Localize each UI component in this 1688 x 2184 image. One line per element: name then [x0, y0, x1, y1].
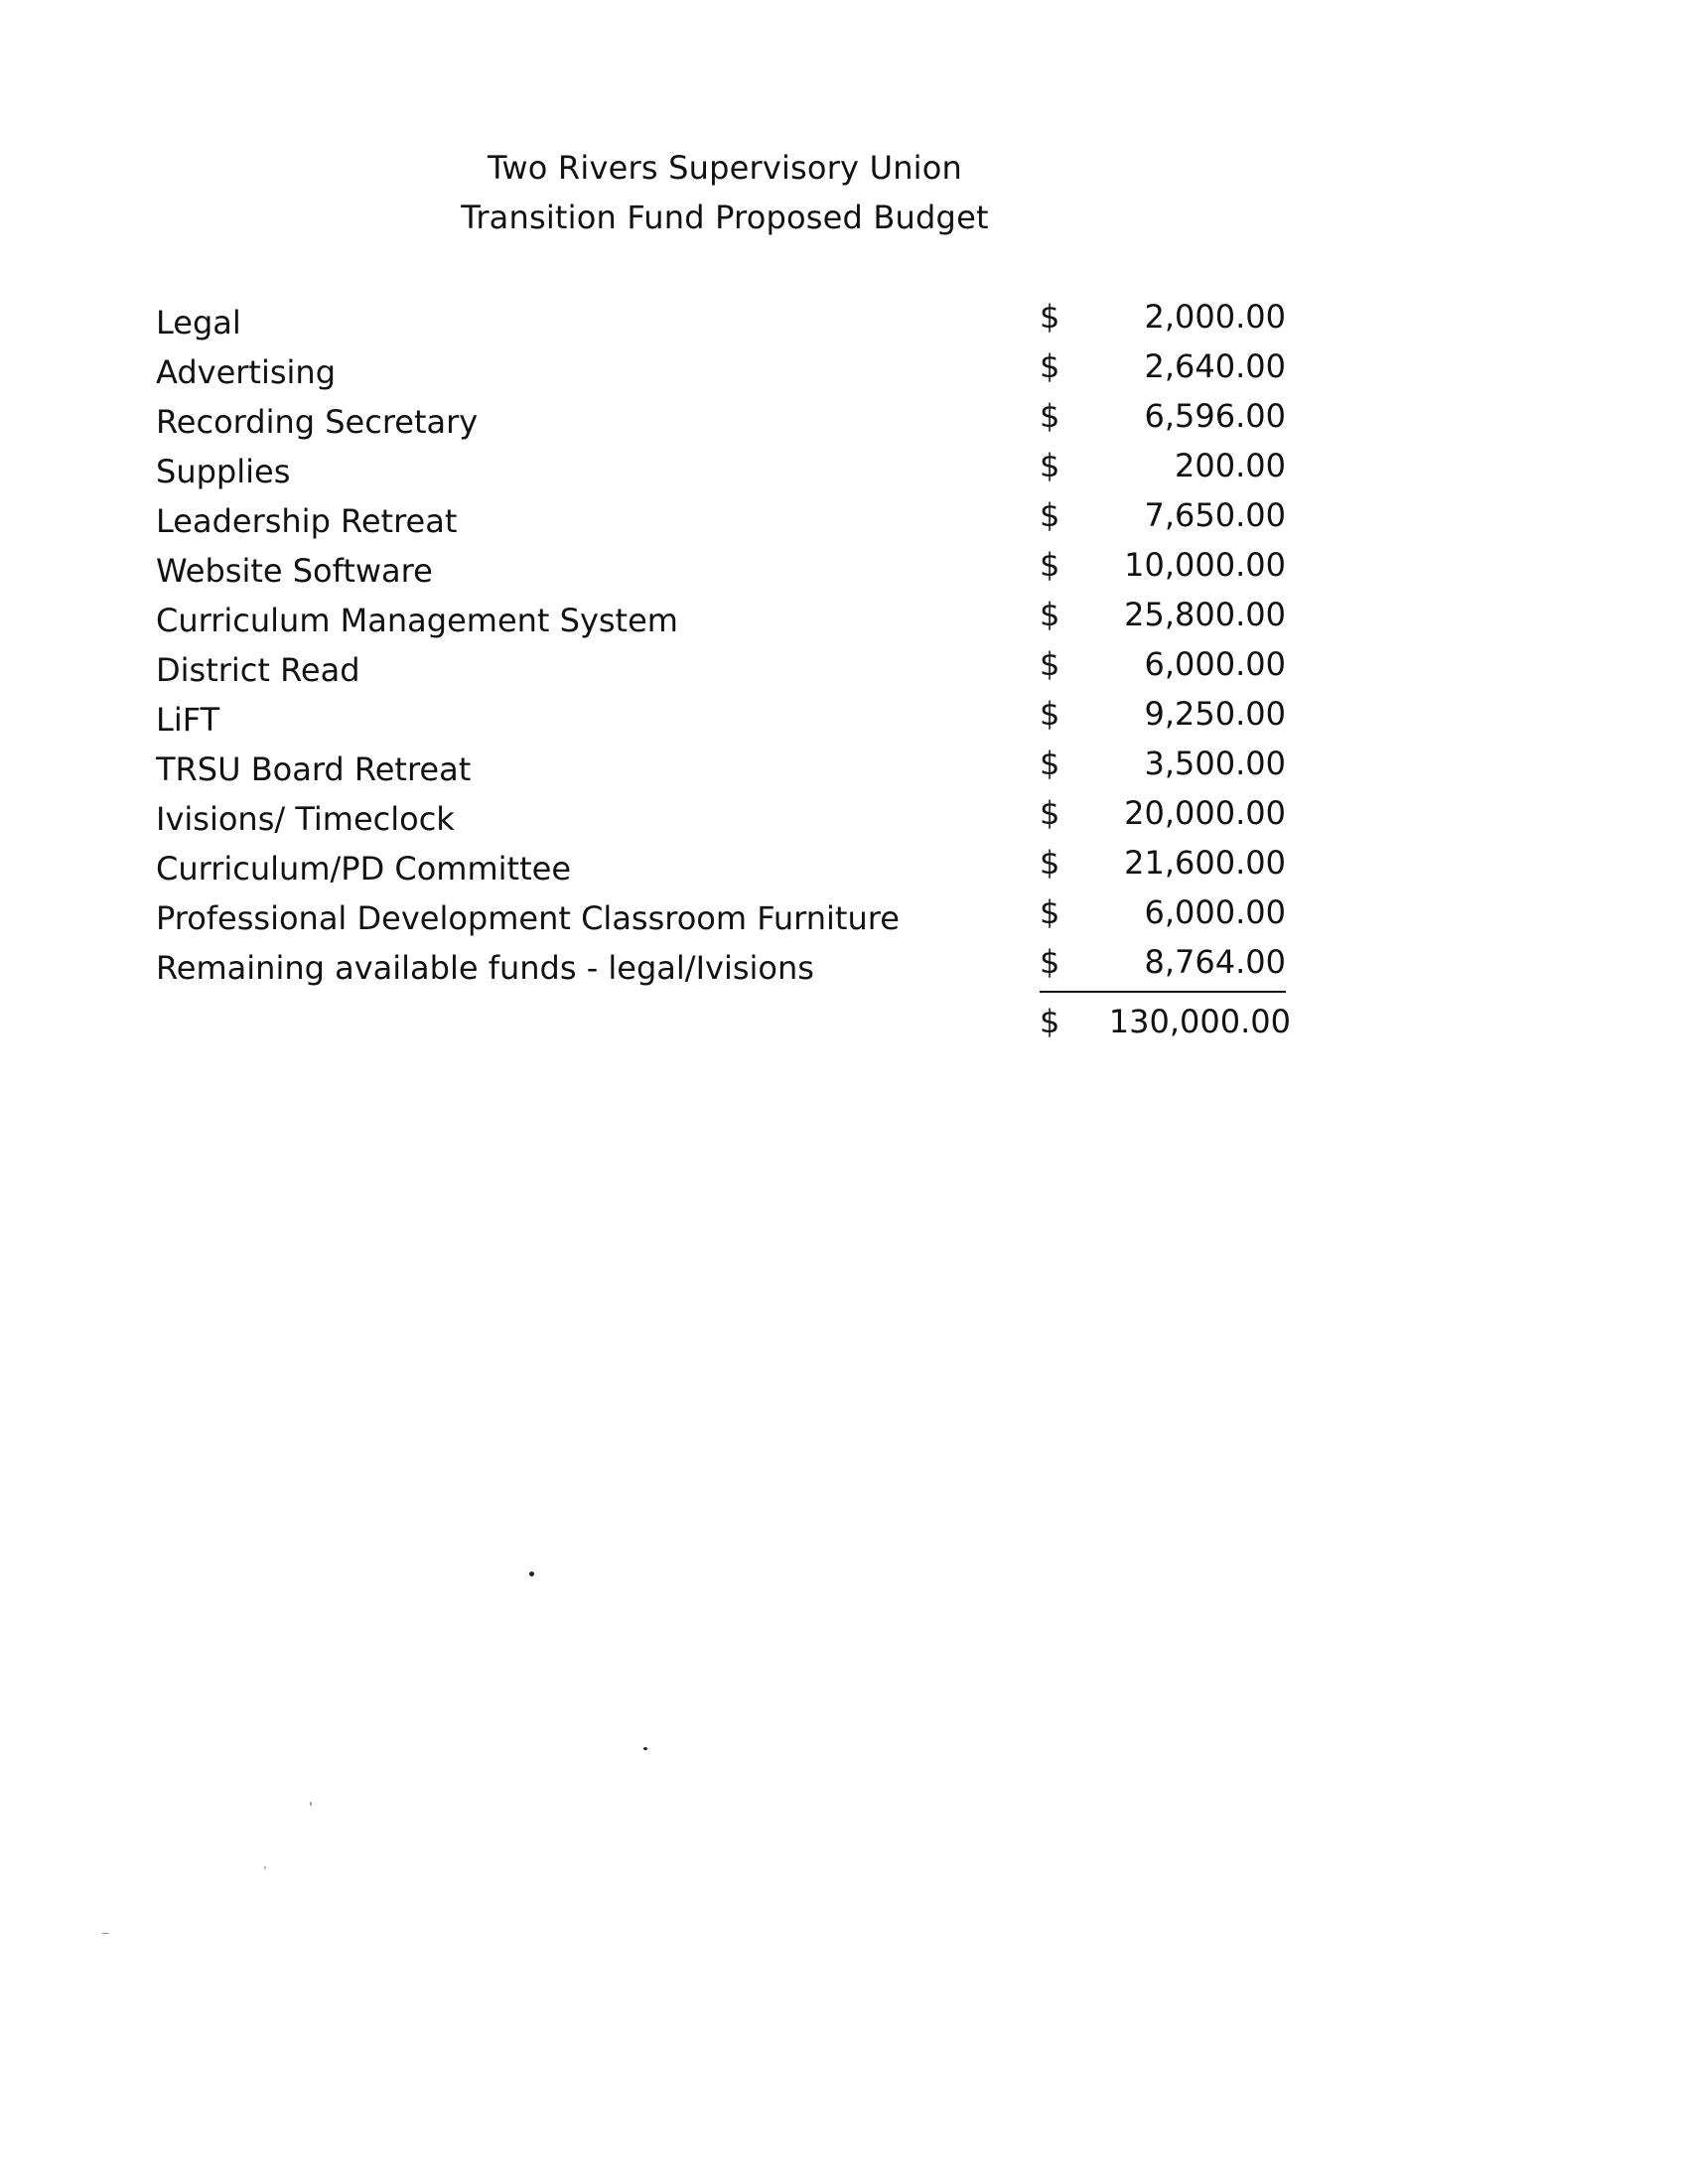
budget-item-amount: 6,000.00	[1144, 645, 1286, 683]
currency-symbol: $	[1040, 397, 1060, 435]
budget-row	[156, 943, 1298, 993]
currency-symbol: $	[1040, 943, 1060, 981]
currency-symbol: $	[1040, 1003, 1060, 1040]
budget-item-amount: 20,000.00	[1124, 794, 1286, 832]
budget-row	[156, 794, 1298, 844]
budget-row	[156, 298, 1298, 347]
budget-item-label: Professional Development Classroom Furniture	[156, 899, 900, 937]
currency-symbol: $	[1040, 496, 1060, 534]
budget-row	[156, 447, 1298, 496]
budget-row	[156, 496, 1298, 546]
budget-row	[156, 347, 1298, 397]
scan-speck	[101, 1933, 109, 1934]
currency-symbol: $	[1040, 298, 1060, 336]
document-title: Two Rivers Supervisory Union	[487, 149, 963, 187]
budget-item-amount: 6,596.00	[1144, 397, 1286, 435]
budget-item-amount: 200.00	[1175, 447, 1286, 484]
budget-item-amount: 10,000.00	[1124, 546, 1286, 584]
currency-symbol: $	[1040, 596, 1060, 633]
currency-symbol: $	[1040, 645, 1060, 683]
currency-symbol: $	[1040, 893, 1060, 931]
budget-item-label: Supplies	[156, 453, 291, 490]
budget-item-amount: 3,500.00	[1144, 745, 1286, 782]
scan-speck	[643, 1747, 647, 1750]
document-subtitle: Transition Fund Proposed Budget	[461, 199, 989, 236]
budget-item-label: Curriculum/PD Committee	[156, 850, 571, 887]
currency-symbol: $	[1040, 347, 1060, 385]
budget-row	[156, 893, 1298, 943]
budget-row	[156, 546, 1298, 596]
currency-symbol: $	[1040, 546, 1060, 584]
budget-item-amount: 2,640.00	[1144, 347, 1286, 385]
budget-item-label: Advertising	[156, 353, 337, 391]
budget-row	[156, 695, 1298, 745]
budget-table	[156, 298, 1298, 1052]
budget-item-label: Leadership Retreat	[156, 502, 458, 540]
budget-total-amount: 130,000.00	[1108, 1003, 1291, 1040]
currency-symbol: $	[1040, 447, 1060, 484]
budget-item-amount: 9,250.00	[1144, 695, 1286, 733]
budget-row	[156, 397, 1298, 447]
budget-item-label: District Read	[156, 651, 360, 689]
budget-item-amount: 21,600.00	[1124, 844, 1286, 882]
budget-item-amount: 25,800.00	[1124, 596, 1286, 633]
budget-row	[156, 844, 1298, 893]
currency-symbol: $	[1040, 695, 1060, 733]
currency-symbol: $	[1040, 745, 1060, 782]
budget-item-label: Ivisions/ Timeclock	[156, 800, 455, 838]
budget-row	[156, 745, 1298, 794]
budget-item-amount: 7,650.00	[1144, 496, 1286, 534]
budget-item-label: Legal	[156, 304, 241, 341]
budget-item-label: LiFT	[156, 701, 220, 739]
budget-item-label: Recording Secretary	[156, 403, 479, 441]
budget-item-amount: 2,000.00	[1144, 298, 1286, 336]
scan-speck	[529, 1571, 534, 1576]
currency-symbol: $	[1040, 844, 1060, 882]
budget-item-amount: 8,764.00	[1144, 943, 1286, 981]
budget-row	[156, 596, 1298, 645]
budget-item-label: TRSU Board Retreat	[156, 751, 472, 788]
budget-item-label: Remaining available funds - legal/Ivisions	[156, 949, 814, 987]
budget-item-amount: 6,000.00	[1144, 893, 1286, 931]
scan-speck	[310, 1802, 312, 1806]
budget-item-label: Website Software	[156, 552, 433, 590]
scan-speck	[264, 1866, 266, 1869]
total-underline	[1040, 991, 1286, 993]
budget-item-label: Curriculum Management System	[156, 602, 678, 639]
budget-total-row	[156, 997, 1298, 1052]
budget-row	[156, 645, 1298, 695]
currency-symbol: $	[1040, 794, 1060, 832]
